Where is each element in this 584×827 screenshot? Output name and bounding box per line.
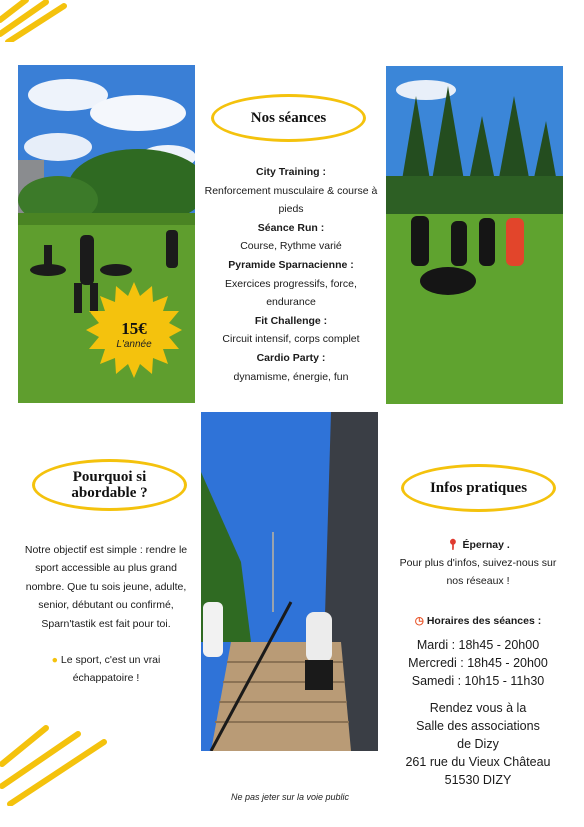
infos-title: Infos pratiques [429, 479, 528, 496]
pourquoi-text: Notre objectif est simple : rendre le sport accessible au plus grand nombre. Que tu sois jeune, adulte, senior, débutant ou confirmé, Sparn'tastik est fait pour toi. [24, 544, 188, 630]
price-badge [86, 282, 182, 378]
hours-mardi: Mardi : 18h45 - 20h00 [416, 638, 540, 652]
rdv-line-3: de Dizy [457, 737, 499, 751]
nos-seances-title: Nos séances [250, 109, 327, 126]
infos-section [392, 536, 564, 789]
rdv-line-2: Salle des associations [416, 719, 540, 733]
city-name: Épernay . [462, 539, 510, 551]
pourquoi-title-line1: Pourquoi si [72, 469, 147, 485]
flexed-arm-icon: ● [51, 654, 58, 667]
footer-note: Ne pas jeter sur la voie public [230, 792, 350, 802]
photo-stairs [201, 412, 378, 751]
clock-icon: ◷ [414, 615, 424, 627]
hours-samedi: Samedi : 10h15 - 11h30 [411, 674, 545, 688]
seance-fit-challenge: Fit Challenge : Circuit intensif, corps complet [222, 314, 360, 346]
rdv-line-5: 51530 DIZY [444, 773, 512, 787]
info-text: Pour plus d'infos, suivez-nous sur nos réseaux ! [399, 557, 557, 587]
seance-pyramide: Pyramide Sparnacienne : Exercices progressifs, force, endurance [225, 258, 357, 309]
corner-stroke-bottom-left [0, 724, 110, 806]
corner-stroke-top-left [0, 0, 70, 42]
slogan-text: Le sport, c'est un vrai échappatoire ! [60, 654, 161, 685]
pourquoi-section [20, 541, 192, 688]
seance-run: Séance Run : Course, Rythme varié [240, 221, 342, 253]
photo-group [386, 66, 563, 404]
rdv-line-1: Rendez vous à la [429, 701, 527, 715]
seance-cardio-party: Cardio Party : dynamisme, énergie, fun [233, 351, 349, 383]
location-pin-icon: 📍︎ [446, 539, 460, 551]
hours-title: Horaires des séances : [426, 615, 542, 627]
nos-seances-badge [211, 94, 366, 142]
seance-city-training: City Training : Renforcement musculaire & course à pieds [204, 166, 378, 216]
hours-mercredi: Mercredi : 18h45 - 20h00 [408, 656, 548, 670]
pourquoi-badge [32, 459, 187, 511]
infos-badge [401, 464, 556, 512]
slogan [20, 651, 192, 688]
price-amount: 15€ [121, 319, 147, 338]
pourquoi-title-line2: abordable ? [71, 485, 148, 501]
seances-list [203, 163, 379, 386]
hours-heading [392, 612, 564, 630]
price-period: L'année [116, 339, 152, 350]
city-line [392, 536, 564, 554]
rdv-line-4: 261 rue du Vieux Château [405, 755, 551, 769]
